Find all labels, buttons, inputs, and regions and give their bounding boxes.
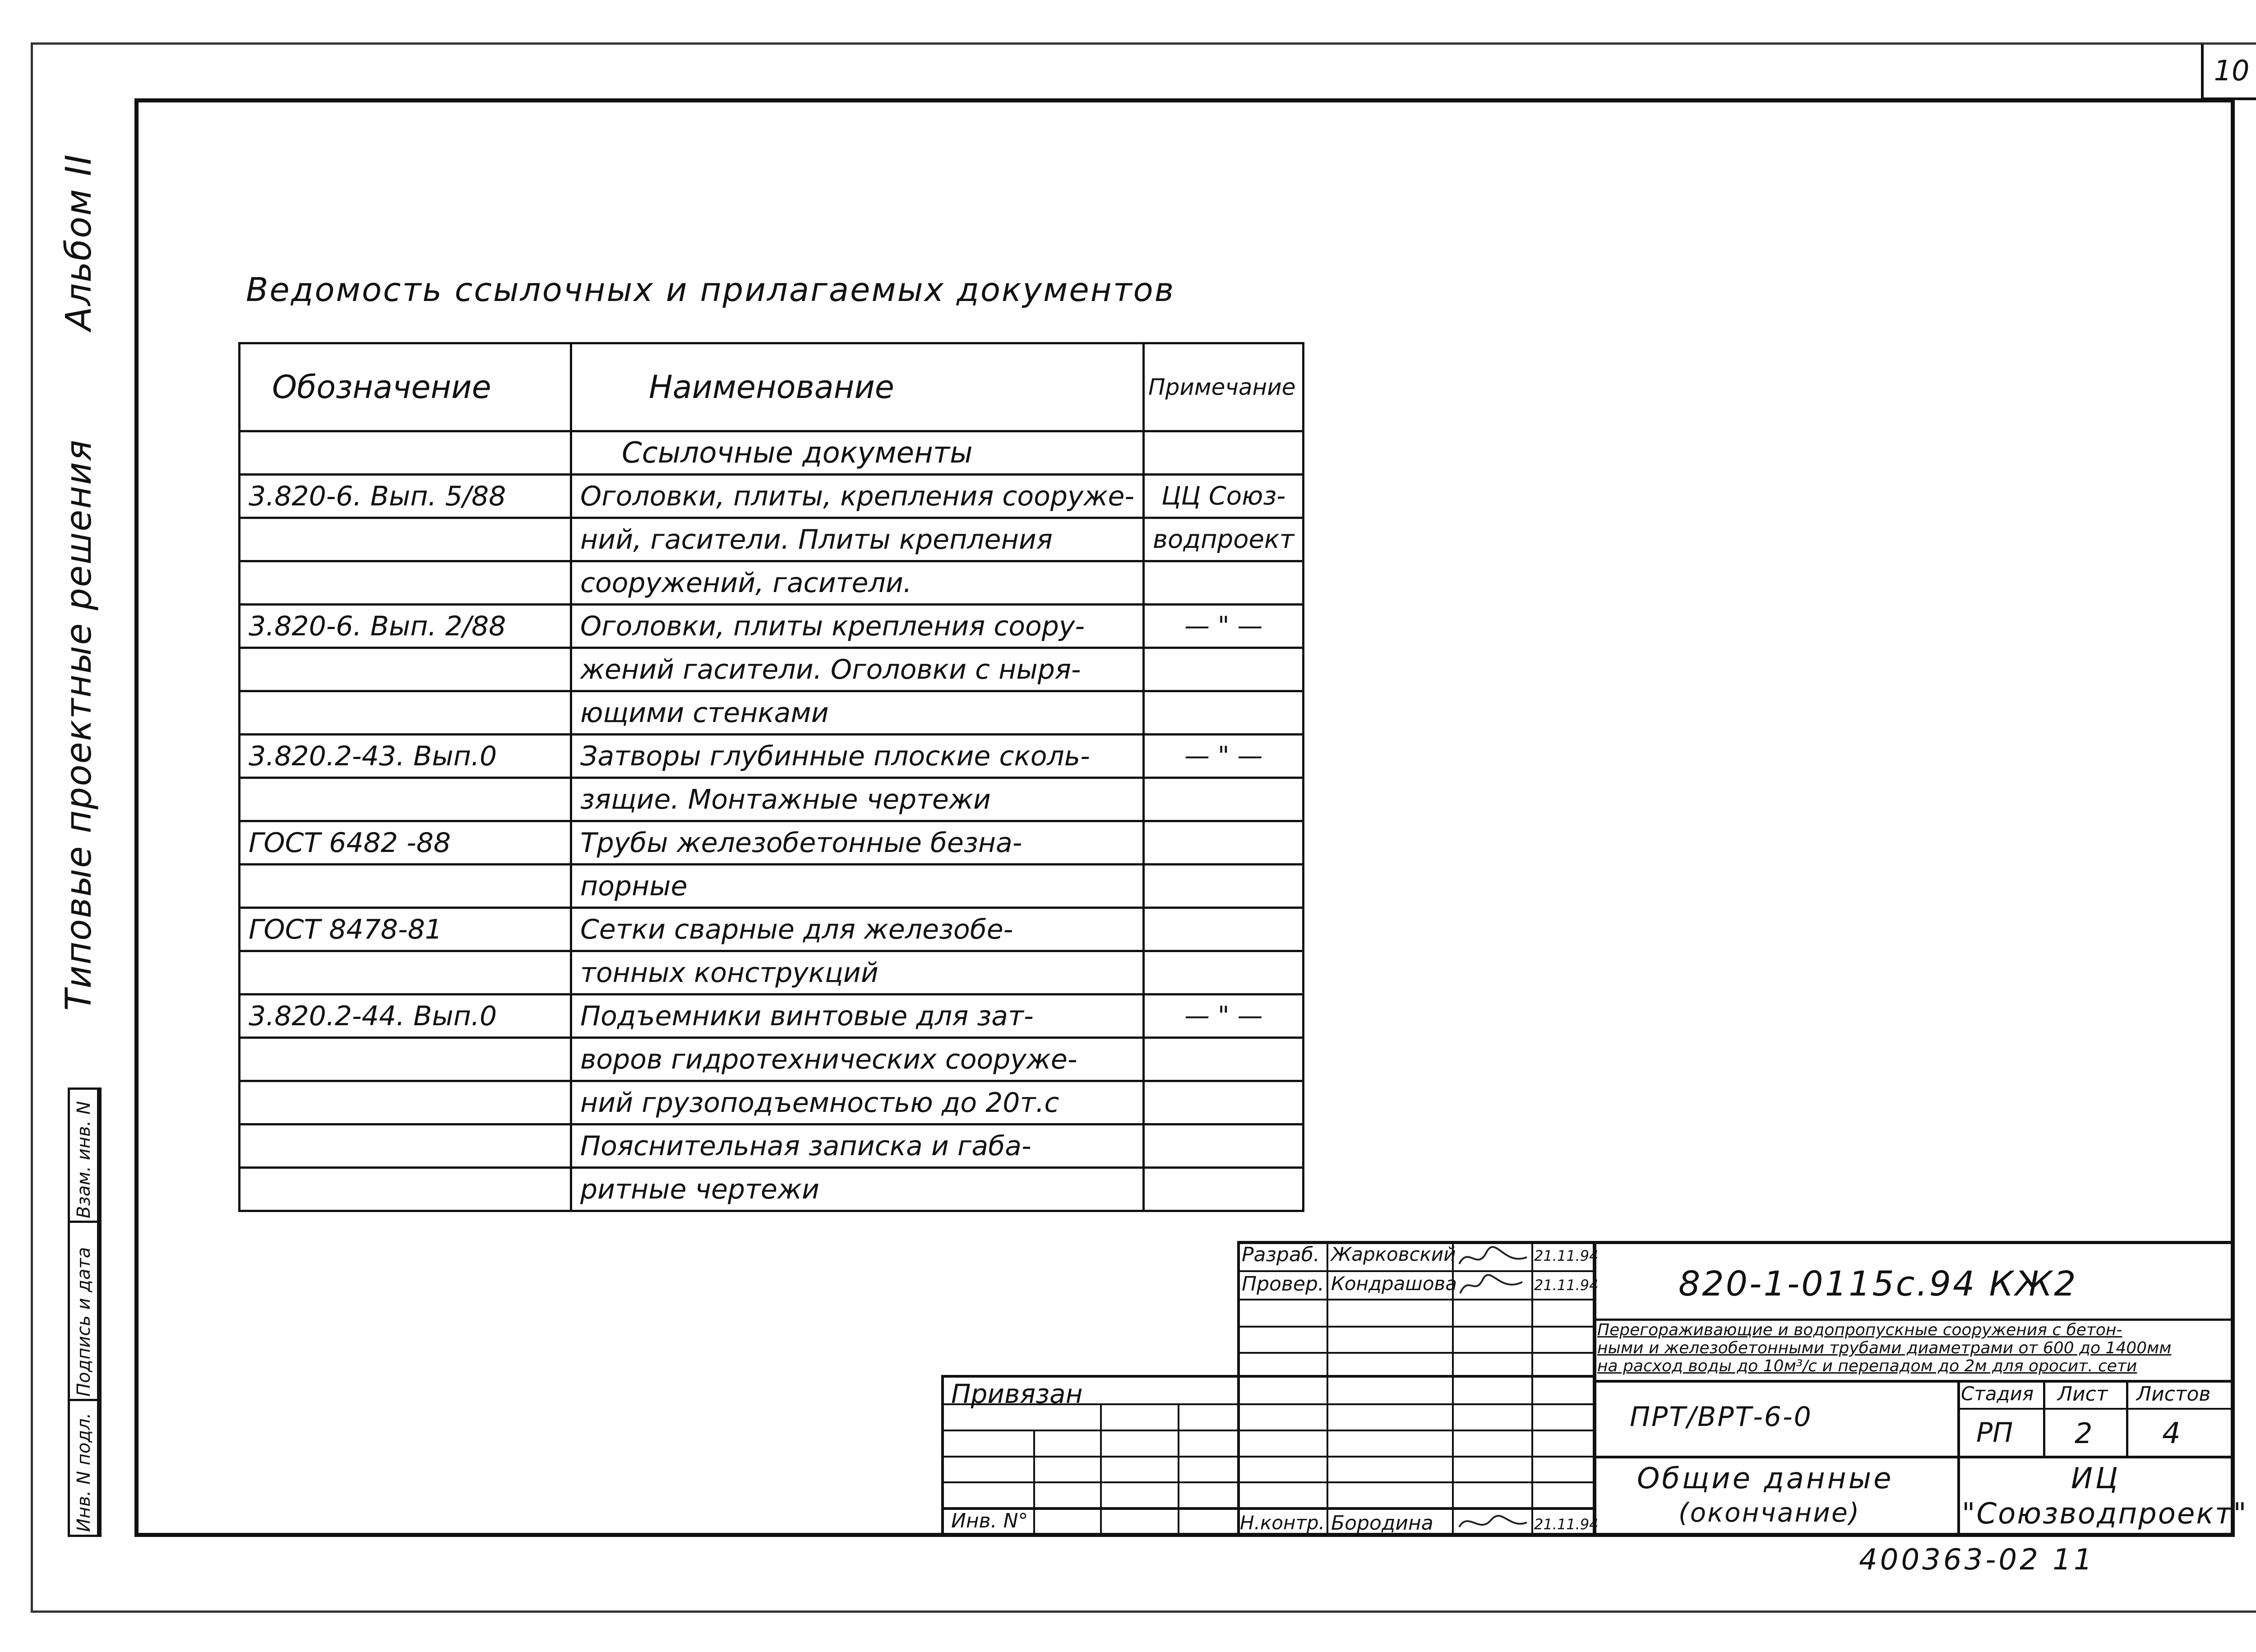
- date-developer: 21.11.94: [1534, 1247, 1599, 1264]
- row-designation: [240, 1081, 571, 1124]
- row-name: Затворы глубинные плоские сколь-: [571, 735, 1144, 778]
- documents-table: [238, 342, 1304, 1212]
- row-note: — " —: [1144, 995, 1304, 1038]
- row-designation: 3.820.2-43. Вып.0: [240, 735, 571, 778]
- row-designation: [240, 691, 571, 735]
- row-note: [1144, 561, 1304, 605]
- tb-vline-c: [1178, 1403, 1179, 1537]
- sub-code: ПРТ/ВРТ-6-0: [1630, 1401, 1812, 1433]
- tb-line-r7: [941, 1430, 1596, 1431]
- description-line-1: Перегораживающие и водопропускные сооружения с бетон-: [1597, 1321, 2122, 1339]
- row-name: сооружений, гасители.: [571, 561, 1144, 605]
- row-designation: 3.820.2-44. Вып.0: [240, 995, 571, 1038]
- header-note: Примечание: [1144, 343, 1304, 431]
- table-row: [240, 995, 1304, 1038]
- tb-line-r8: [941, 1456, 1596, 1458]
- row-note: [1144, 951, 1304, 995]
- row-name: Оголовки, плиты крепления соору-: [571, 605, 1144, 648]
- row-name: ющими стенками: [571, 691, 1144, 735]
- signature-marks: [1455, 1244, 1530, 1298]
- sheet-number: 10: [2201, 44, 2256, 100]
- table-row: [240, 605, 1304, 648]
- table-row: [240, 821, 1304, 865]
- stamp-label-replace-inv: Взам. инв. N: [74, 1101, 94, 1218]
- table-row: [240, 648, 1304, 691]
- row-note: [1144, 821, 1304, 865]
- tb-line-stage-header: [1957, 1408, 2235, 1410]
- organization-line-2: "Союзводпроект": [1962, 1497, 2248, 1531]
- sheets-label: Листов: [2136, 1383, 2211, 1406]
- row-name: зящие. Монтажные чертежи: [571, 778, 1144, 821]
- album-series-text: Типовые проектные решения: [59, 439, 99, 1011]
- table-row: [240, 1124, 1304, 1168]
- tb-line-stage: [1595, 1456, 2235, 1458]
- row-designation: [240, 1124, 571, 1168]
- row-name: ритные чертежи: [571, 1168, 1144, 1211]
- tb-line-r4: [1237, 1352, 1596, 1354]
- row-note: [1144, 648, 1304, 691]
- table-row: [240, 778, 1304, 821]
- tb-vline-role: [1237, 1241, 1240, 1537]
- row-note: [1144, 1081, 1304, 1124]
- row-name: тонных конструкций: [571, 951, 1144, 995]
- description-line-3: на расход воды до 10м³/с и перепадом до 2м для оросит. сети: [1597, 1357, 2137, 1375]
- tb-vline-a: [1033, 1430, 1035, 1537]
- tb-line-r3: [1237, 1326, 1596, 1328]
- archive-number: 400363-02 11: [1859, 1543, 2095, 1577]
- stamp-label-signature-date: Подпись и дата: [74, 1247, 94, 1397]
- row-designation: 3.820-6. Вып. 2/88: [240, 605, 571, 648]
- name-developer: Жарковский: [1331, 1243, 1456, 1265]
- tb-vline-stage: [1957, 1380, 1960, 1458]
- tb-vline-b: [1100, 1403, 1102, 1537]
- sheet-name-line-1: Общие данные: [1637, 1462, 1894, 1495]
- row-note: [1144, 1038, 1304, 1081]
- organization-line-1: ИЦ: [2071, 1462, 2121, 1495]
- table-row: [240, 561, 1304, 605]
- tb-vline-date: [1531, 1241, 1533, 1537]
- table-row: [240, 475, 1304, 518]
- row-designation: [240, 865, 571, 908]
- section-code-cell: [240, 431, 571, 475]
- table-header-row: [240, 343, 1304, 431]
- row-designation: [240, 1038, 571, 1081]
- tb-vline-sheet: [2043, 1380, 2045, 1458]
- row-name: жений гасители. Оголовки с ныря-: [571, 648, 1144, 691]
- section-heading: Ссылочные документы: [571, 431, 1144, 475]
- stamp-label-original-inv: Инв. N подл.: [74, 1412, 94, 1532]
- row-name: Сетки сварные для железобе-: [571, 908, 1144, 951]
- sheet-label: Лист: [2057, 1383, 2108, 1406]
- table-row: [240, 908, 1304, 951]
- inv-label: Инв. N°: [951, 1509, 1028, 1532]
- table-row: [240, 691, 1304, 735]
- date-checker: 21.11.94: [1534, 1277, 1599, 1294]
- designation-code: 820-1-0115с.94 КЖ2: [1678, 1263, 2078, 1304]
- row-note: [1144, 865, 1304, 908]
- tb-line-r2: [1237, 1299, 1596, 1300]
- sheet-name-line-2: (окончание): [1678, 1497, 1861, 1528]
- table-row: [240, 951, 1304, 995]
- stage-label: Стадия: [1961, 1383, 2034, 1405]
- section-note-cell: [1144, 431, 1304, 475]
- role-norm-control: Н.контр.: [1240, 1512, 1325, 1534]
- sheets-value: 4: [2162, 1417, 2181, 1450]
- row-designation: ГОСТ 8478-81: [240, 908, 571, 951]
- row-note: [1144, 1168, 1304, 1211]
- row-designation: ГОСТ 6482 -88: [240, 821, 571, 865]
- table-row: [240, 1081, 1304, 1124]
- left-stamp: [68, 1087, 134, 1537]
- role-checker: Провер.: [1242, 1273, 1324, 1296]
- table-row: [240, 865, 1304, 908]
- stage-value: РП: [1976, 1417, 2013, 1448]
- album-number-text: Альбом II: [59, 153, 99, 331]
- table-row: [240, 1038, 1304, 1081]
- tb-vline-sheets: [2126, 1380, 2128, 1458]
- tb-line-r1: [1237, 1270, 1596, 1272]
- tb-vline-name: [1327, 1241, 1328, 1537]
- privyazan-label: Привязан: [951, 1379, 1083, 1409]
- row-name: ний грузоподъемностью до 20т.с: [571, 1081, 1144, 1124]
- role-developer: Разраб.: [1242, 1243, 1320, 1266]
- section-heading-row: [240, 431, 1304, 475]
- table-row: [240, 1168, 1304, 1211]
- row-name: воров гидротехнических сооруже-: [571, 1038, 1144, 1081]
- row-note: [1144, 691, 1304, 735]
- tb-line-r9: [941, 1481, 1596, 1483]
- row-designation: [240, 518, 571, 561]
- header-name: Наименование: [571, 343, 1144, 431]
- table-row: [240, 735, 1304, 778]
- name-norm-control: Бородина: [1331, 1512, 1433, 1535]
- row-name: Пояснительная записка и габа-: [571, 1124, 1144, 1168]
- row-designation: [240, 648, 571, 691]
- name-checker: Кондрашова: [1331, 1273, 1457, 1295]
- signature-norm-control: [1455, 1509, 1530, 1536]
- stamp-column-divider: [99, 1087, 102, 1537]
- row-name: ний, гасители. Плиты крепления: [571, 518, 1144, 561]
- row-designation: 3.820-6. Вып. 5/88: [240, 475, 571, 518]
- description-line-2: ными и железобетонными трубами диаметрами от 600 до 1400мм: [1597, 1339, 2172, 1357]
- sheet-value: 2: [2075, 1417, 2093, 1450]
- tb-vline-org: [1957, 1456, 1960, 1537]
- album-side-text: [54, 153, 104, 1011]
- table-row: [240, 518, 1304, 561]
- row-note: — " —: [1144, 605, 1304, 648]
- row-note: ЦЦ Союз-: [1144, 475, 1304, 518]
- date-norm-control: 21.11.94: [1534, 1516, 1599, 1533]
- tb-vline-privyazan: [941, 1375, 944, 1537]
- row-designation: [240, 951, 571, 995]
- object-description: [1597, 1321, 2171, 1375]
- row-name: порные: [571, 865, 1144, 908]
- tb-line-r5: [941, 1375, 1596, 1378]
- row-designation: [240, 561, 571, 605]
- row-note: [1144, 1124, 1304, 1168]
- row-name: Оголовки, плиты, крепления сооруже-: [571, 475, 1144, 518]
- row-note: водпроект: [1144, 518, 1304, 561]
- row-note: [1144, 908, 1304, 951]
- document-title: Ведомость ссылочных и прилагаемых документов: [246, 271, 1175, 309]
- row-designation: [240, 778, 571, 821]
- header-designation: Обозначение: [240, 343, 571, 431]
- row-note: [1144, 778, 1304, 821]
- row-name: Трубы железобетонные безна-: [571, 821, 1144, 865]
- row-name: Подъемники винтовые для зат-: [571, 995, 1144, 1038]
- row-designation: [240, 1168, 571, 1211]
- row-note: — " —: [1144, 735, 1304, 778]
